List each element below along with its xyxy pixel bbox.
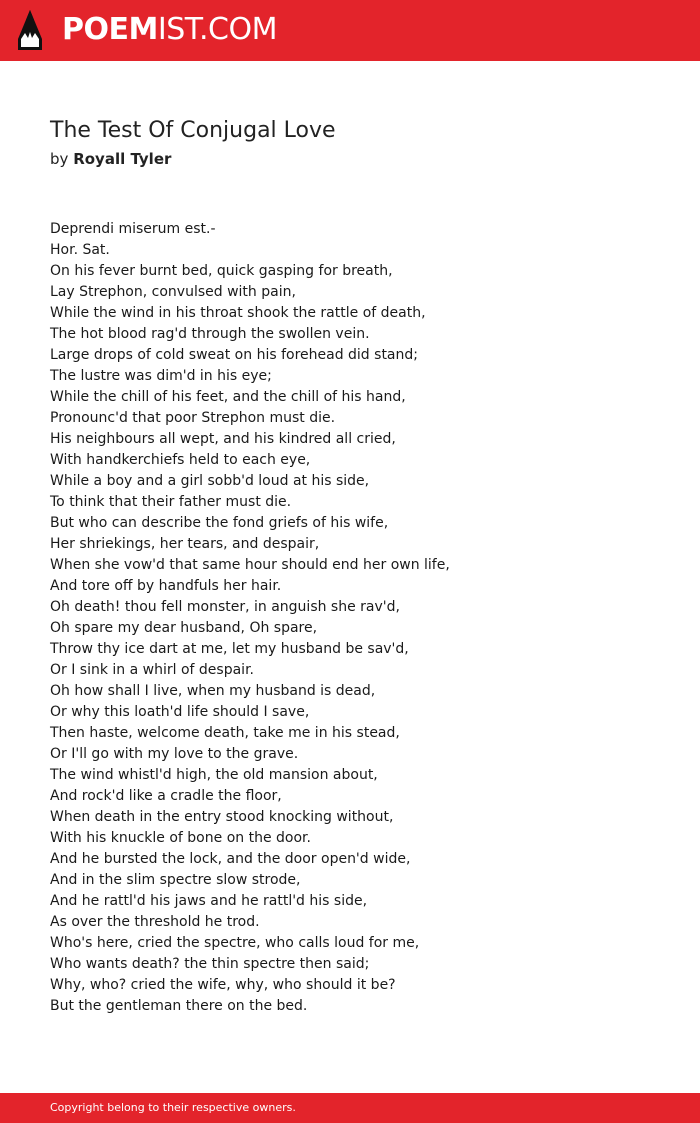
poem-line: Pronounc'd that poor Strephon must die. (50, 410, 336, 426)
poem-line: The hot blood rag'd through the swollen vein. (50, 326, 370, 342)
poem-line: With his knuckle of bone on the door. (50, 830, 311, 846)
poem-line: Throw thy ice dart at me, let my husband be sav'd, (50, 641, 409, 657)
poem-author: Royall Tyler (73, 150, 172, 168)
logo-text-bold: POEM (62, 12, 158, 47)
poem-line: Lay Strephon, convulsed with pain, (50, 284, 296, 300)
poem-line: Why, who? cried the wife, why, who should it be? (50, 977, 396, 993)
poem-line: As over the threshold he trod. (50, 914, 260, 930)
poem-line: Large drops of cold sweat on his forehead did stand; (50, 347, 418, 363)
poem-line: When she vow'd that same hour should end her own life, (50, 557, 450, 573)
poem-line: Or I'll go with my love to the grave. (50, 746, 299, 762)
poem-line: And in the slim spectre slow strode, (50, 872, 301, 888)
poem-line: Deprendi miserum est.- (50, 221, 216, 237)
poem-line: While the wind in his throat shook the rattle of death, (50, 305, 426, 321)
poem-line: His neighbours all wept, and his kindred all cried, (50, 431, 396, 447)
site-logo-link[interactable] (62, 12, 277, 48)
poem-line: While a boy and a girl sobb'd loud at his side, (50, 473, 370, 489)
poem-line: On his fever burnt bed, quick gasping for breath, (50, 263, 393, 279)
poem-line: Oh spare my dear husband, Oh spare, (50, 620, 318, 636)
poem-line: When death in the entry stood knocking without, (50, 809, 394, 825)
poem-byline (50, 149, 171, 169)
poem-line: And rock'd like a cradle the floor, (50, 788, 282, 804)
poem-line: Who's here, cried the spectre, who calls loud for me, (50, 935, 420, 951)
poem-line: But the gentleman there on the bed. (50, 998, 308, 1014)
poem-line: While the chill of his feet, and the chill of his hand, (50, 389, 406, 405)
poem-title: The Test Of Conjugal Love (50, 118, 336, 143)
poem-line: Oh how shall I live, when my husband is dead, (50, 683, 376, 699)
copyright-notice: Copyright belong to their respective owners. (50, 1101, 296, 1114)
by-label: by (50, 150, 69, 168)
poem-line: And he bursted the lock, and the door open'd wide, (50, 851, 411, 867)
poem-line: Then haste, welcome death, take me in his stead, (50, 725, 400, 741)
logo-text-light: IST.COM (157, 12, 277, 47)
poem-line: And he rattl'd his jaws and he rattl'd his side, (50, 893, 368, 909)
poem-body (50, 219, 670, 1017)
pencil-tip-icon (17, 9, 43, 51)
site-footer (0, 1093, 700, 1123)
poem-line: Who wants death? the thin spectre then said; (50, 956, 370, 972)
poem-line: Hor. Sat. (50, 242, 110, 258)
poem-line: Or I sink in a whirl of despair. (50, 662, 254, 678)
poem-line: Her shriekings, her tears, and despair, (50, 536, 320, 552)
poem-line: Oh death! thou fell monster, in anguish she rav'd, (50, 599, 400, 615)
site-header (0, 0, 700, 61)
poem-line: Or why this loath'd life should I save, (50, 704, 310, 720)
poem-line: And tore off by handfuls her hair. (50, 578, 282, 594)
poem-line: The lustre was dim'd in his eye; (50, 368, 272, 384)
poem-line: The wind whistl'd high, the old mansion about, (50, 767, 378, 783)
poem-line: With handkerchiefs held to each eye, (50, 452, 311, 468)
poem-line: But who can describe the fond griefs of his wife, (50, 515, 389, 531)
poem-line: To think that their father must die. (50, 494, 292, 510)
